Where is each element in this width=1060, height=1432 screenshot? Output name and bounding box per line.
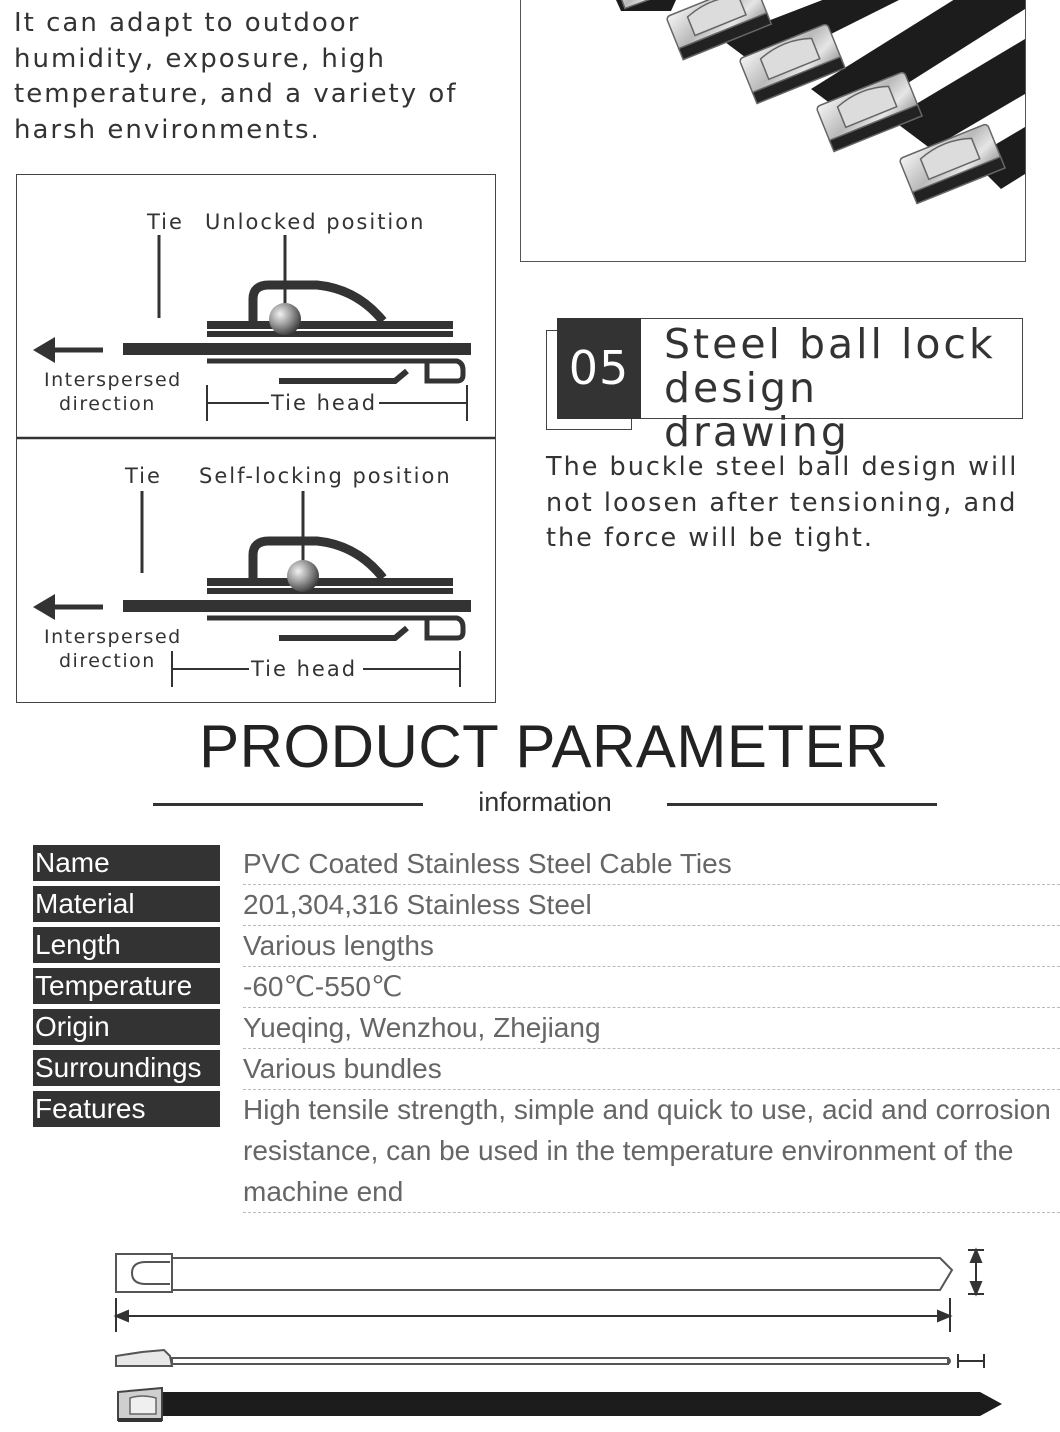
param-label-features: Features [33, 1091, 220, 1127]
tie-head-label: Tie head [271, 391, 378, 415]
tie-side-view [116, 1350, 950, 1366]
product-parameter-subheading: information [478, 787, 612, 817]
product-photo [520, 0, 1026, 262]
param-value-name: PVC Coated Stainless Steel Cable Ties [243, 843, 1060, 885]
param-label-length: Length [33, 927, 220, 963]
section-description: The buckle steel ball design will not loosen after tensioning, and the force will be tight. [546, 452, 1019, 553]
steel-ball-icon [269, 303, 301, 335]
heading-rule-right [667, 803, 937, 806]
tie-label: Tie [125, 464, 162, 488]
param-value-features: High tensile strength, simple and quick to use, acid and corrosion resistance, can be used in the temperature environment of the machine end [243, 1089, 1060, 1213]
product-parameter-heading: PRODUCT PARAMETER [199, 713, 889, 780]
direction-label: direction [59, 650, 156, 672]
param-value-length: Various lengths [243, 925, 1060, 967]
tie-label: Tie [147, 210, 184, 234]
param-value-origin: Yueqing, Wenzhou, Zhejiang [243, 1007, 1060, 1049]
direction-label: Interspersed [44, 369, 182, 391]
param-label-surroundings: Surroundings [33, 1050, 220, 1086]
param-value-surroundings: Various bundles [243, 1048, 1060, 1090]
tie-head-label: Tie head [251, 657, 358, 681]
section-number-badge: 05 [557, 318, 641, 419]
direction-label: direction [59, 393, 156, 415]
length-dimension-icon [116, 1298, 950, 1332]
pvc-coated-tie-icon [118, 1388, 1002, 1422]
steel-ball-lock-diagram [16, 174, 496, 703]
heading-rule-left [153, 803, 423, 806]
section-title-line: design drawing [664, 364, 850, 456]
thickness-dimension-icon [958, 1354, 984, 1368]
param-label-temperature: Temperature [33, 968, 220, 1004]
self-locking-panel [33, 464, 471, 687]
param-label-name: Name [33, 845, 220, 881]
param-value-temperature: -60℃-550℃ [243, 966, 1060, 1008]
param-label-material: Material [33, 886, 220, 922]
cable-tie-dimension-drawing [100, 1238, 1010, 1428]
section-title [664, 322, 1019, 454]
width-dimension-icon [968, 1250, 984, 1294]
unlocked-panel [33, 210, 471, 421]
steel-ball-icon [287, 560, 319, 592]
arrow-left-icon [33, 337, 103, 363]
intro-text: It can adapt to outdoor humidity, exposure, high temperature, and a variety of harsh environments. [14, 8, 458, 145]
param-value-material: 201,304,316 Stainless Steel [243, 884, 1060, 926]
unlocked-position-label: Unlocked position [205, 210, 426, 234]
tie-outline-wide [116, 1254, 952, 1292]
section-title-line: Steel ball lock [664, 320, 996, 368]
direction-label: Interspersed [44, 626, 182, 648]
param-label-origin: Origin [33, 1009, 220, 1045]
self-locking-position-label: Self-locking position [199, 464, 452, 488]
arrow-left-icon [33, 594, 103, 620]
